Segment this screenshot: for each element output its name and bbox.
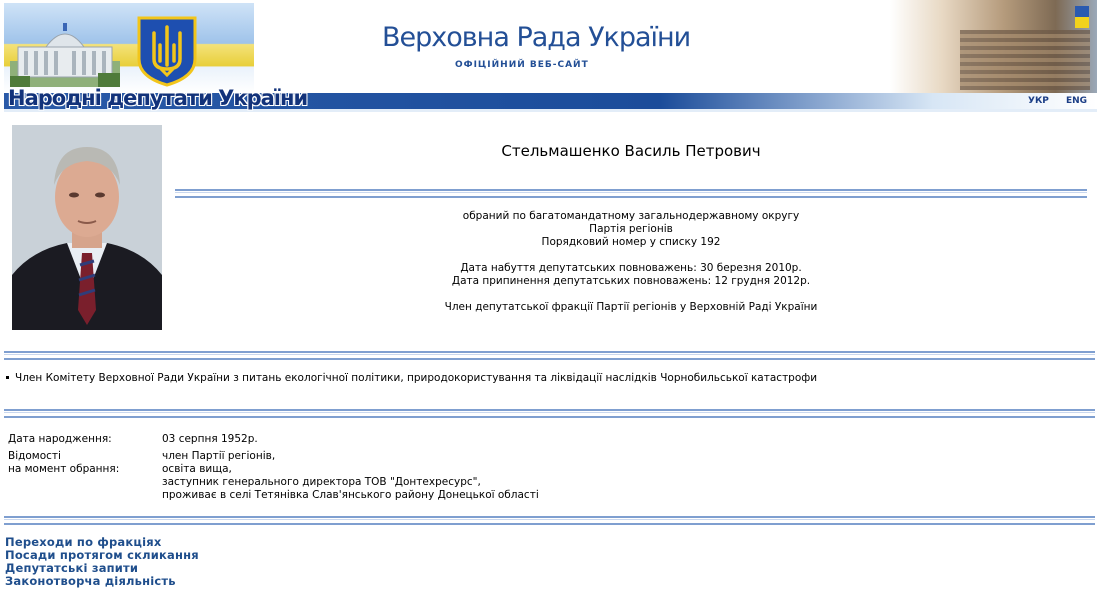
link-legislative-activity[interactable]: Законотворча діяльність — [5, 574, 176, 588]
site-subtitle: ОФІЦІЙНИЙ ВЕБ-САЙТ — [455, 60, 589, 70]
divider — [4, 351, 1095, 360]
committee-text: Член Комітету Верховної Ради України з питань екологічної політики, природокористування та ліквідації наслідків Чорнобильської катастрофи — [15, 372, 818, 384]
trident-coat-of-arms-icon — [136, 15, 198, 87]
info-line: обраний по багатомандатному загальнодержавному округу — [462, 210, 800, 222]
session-hall-photo — [890, 0, 1097, 93]
parliament-building-icon — [10, 21, 120, 87]
info-start-date: Дата набуття депутатських повноважень: 30 березня 2010р. — [460, 262, 802, 274]
ukraine-flag-icon — [1075, 6, 1089, 28]
info-list-number: Порядковий номер у списку 192 — [541, 236, 721, 248]
link-positions[interactable]: Посади протягом скликання — [5, 548, 199, 562]
site-title[interactable]: Верховна Рада України — [382, 22, 691, 53]
info-faction: Член депутатської фракції Партії регіонів у Верховній Раді України — [444, 301, 818, 313]
deputy-links — [5, 536, 199, 588]
info-party: Партія регіонів — [589, 223, 673, 235]
bullet-icon — [6, 376, 9, 379]
lang-eng-link[interactable]: ENG — [1066, 96, 1088, 106]
link-faction-transfers[interactable]: Переходи по фракціях — [5, 535, 162, 549]
info-spacer — [175, 249, 1087, 262]
bio-line: проживає в селі Тетянівка Слав'янського району Донецької області — [162, 489, 539, 501]
bio-label-line1: Відомості — [8, 450, 61, 462]
birth-date-label: Дата народження: — [8, 433, 112, 445]
divider — [175, 189, 1087, 198]
bio-line: освіта вища, — [162, 463, 232, 475]
site-header — [0, 0, 1101, 112]
link-deputy-requests[interactable]: Депутатські запити — [5, 561, 139, 575]
deputy-portrait — [12, 125, 162, 330]
divider — [4, 516, 1095, 525]
info-spacer — [175, 288, 1087, 301]
bio-line: заступник генерального директора ТОВ "Донтехресурс", — [162, 476, 481, 488]
divider — [4, 409, 1095, 418]
info-end-date: Дата припинення депутатських повноважень: 12 грудня 2012р. — [451, 275, 811, 287]
deputy-mandate-info — [175, 210, 1087, 314]
committee-item — [4, 372, 817, 384]
deputy-name: Стельмашенко Василь Петрович — [501, 142, 761, 160]
header-emblem-banner — [4, 3, 254, 93]
section-title-deputies: Народні депутати України — [8, 86, 308, 110]
birth-date-value: 03 серпня 1952р. — [162, 433, 258, 445]
lang-ukr-link[interactable]: УКР — [1028, 96, 1049, 106]
bio-line: член Партії регіонів, — [162, 450, 276, 462]
bio-label-line2: на момент обрання: — [8, 463, 120, 475]
